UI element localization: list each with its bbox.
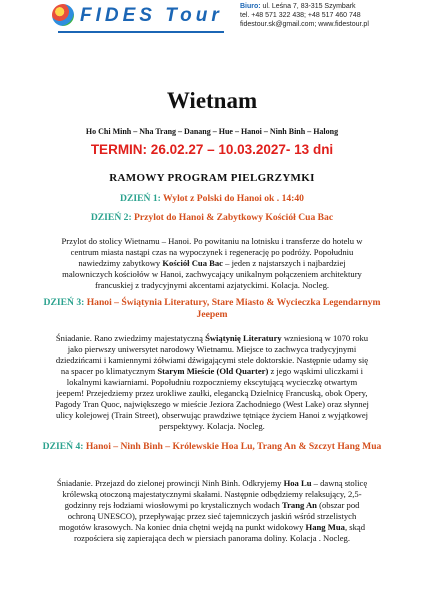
day-2-highlight-cua-bac: Kościół Cua Bac xyxy=(162,258,223,268)
logo-underline xyxy=(58,31,224,33)
day-4-highlight-hang-mua: Hang Mua xyxy=(305,522,345,532)
day-4-label: DZIEŃ 4: xyxy=(42,441,84,452)
day-3-label: DZIEŃ 3: xyxy=(43,297,85,308)
day-4-description: Śniadanie. Przejazd do zielonej prowincji Ninh Binh. Odkryjemy Hoa Lu – dawną stolicę królewską otoczoną majestatycznymi skałami. Następnie odbędziemy relaksujący, 2,5-godzinny rejs łodziami wiosłowymi po krystalicznych wodach Trang An (obszar pod ochroną UNESCO), przepływając przez sieć tajemniczych jaskiń wśród strzelistych mogotów krasowych. Na koniec dnia chętni wejdą na punkt widokowy Hang Mua, skąd rozpościera się zapierająca dech w piersiach panorama doliny. Kolacja . Nocleg. xyxy=(56,478,368,543)
day-4-title: Hanoi – Ninh Binh – Królewskie Hoa Lu, Trang An & Szczyt Hang Mua xyxy=(83,441,382,452)
day-2-label: DZIEŃ 2: xyxy=(90,212,132,223)
contact-biuro-label: Biuro: xyxy=(240,3,261,10)
contact-phone: tel. +48 571 322 438; +48 517 460 748 xyxy=(240,12,361,19)
day-3-title: Hanoi – Świątynia Literatury, Stare Miasto & Wycieczka Legendarnym Jeepem xyxy=(84,297,381,320)
logo-text: FIDES Tour xyxy=(80,5,223,26)
page-title: Wietnam xyxy=(166,88,258,113)
globe-icon xyxy=(52,4,74,26)
day-3-highlight-temple: Świątynię Literatury xyxy=(205,333,282,343)
day-2-title: Przylot do Hanoi & Zabytkowy Kościół Cua Bac xyxy=(131,212,334,223)
day-3-description: Śniadanie. Rano zwiedzimy majestatyczną Świątynię Literatury wzniesioną w 1070 roku jako pierwszy uniwersytet narodowy Wietnamu. Miejsce to zachwyca tradycyjnymi dziedzińcami i kamiennymi żółwiami dźwigającymi stele doktorskie. Następnie udamy się na spacer po klimatycznym Starym Mieście (Old Quarter) z jego wąskimi uliczkami i lokalnymi kawiarniami. Popołudniu rozpoczniemy ekscytującą wycieczkę otwartym jeepem! Przejedziemy przez urokliwe zaułki, elegancką Dzielnicę Francuską, obok Opery, Pagody Tran Quoc, największego w mieście Jeziora Zachodniego (West Lake) oraz słynnej ulicy kolejowej (Train Street), obserwując prawdziwe tętniące życiem Hanoi z wyjątkowej perspektywy. Kolacja. Nocleg. xyxy=(55,333,369,431)
day-1-title: Wylot z Polski do Hanoi ok . 14:40 xyxy=(160,193,304,204)
contact-address: ul. Leśna 7, 83-315 Szymbark xyxy=(260,3,356,10)
day-2-heading xyxy=(40,212,384,224)
route-subtitle: Ho Chi Minh – Nha Trang – Danang – Hue – Hanoi – Ninh Binh – Halong xyxy=(85,127,339,136)
contact-email-www: fidestour.sk@gmail.com; www.fidestour.pl xyxy=(240,21,369,28)
day-3-highlight-old-quarter: Starym Mieście (Old Quarter) xyxy=(157,366,269,376)
contact-block xyxy=(240,2,420,29)
day-2-description: Przylot do stolicy Wietnamu – Hanoi. Po powitaniu na lotnisku i transferze do hotelu w centrum miasta nastąpi czas na wypoczynek i regenerację po podróży. Popołudniu nawiedzimy zabytkowy Kościół Cua Bac – jeden z najstarszych i najbardziej malowniczych kościołów w Hanoi, zachwycający unikalnym połączeniem architektury francuskiej z tradycyjnymi akcentami azjatyckimi. Kolacja. Nocleg. xyxy=(61,236,363,290)
page-header xyxy=(0,0,424,52)
program-heading: RAMOWY PROGRAM PIELGRZYMKI xyxy=(109,172,315,184)
day-1-label: DZIEŃ 1: xyxy=(120,193,161,204)
day-1-heading xyxy=(40,193,384,205)
day-4-highlight-trang-an: Trang An xyxy=(282,500,317,510)
day-3-heading xyxy=(40,297,384,321)
contact-address-line xyxy=(240,2,420,11)
trip-dates: TERMIN: 26.02.27 – 10.03.2027- 13 dni xyxy=(90,142,334,157)
day-4-heading xyxy=(40,441,384,453)
fides-tour-logo xyxy=(52,4,223,28)
day-4-highlight-hoa-lu: Hoa Lu xyxy=(283,478,312,488)
